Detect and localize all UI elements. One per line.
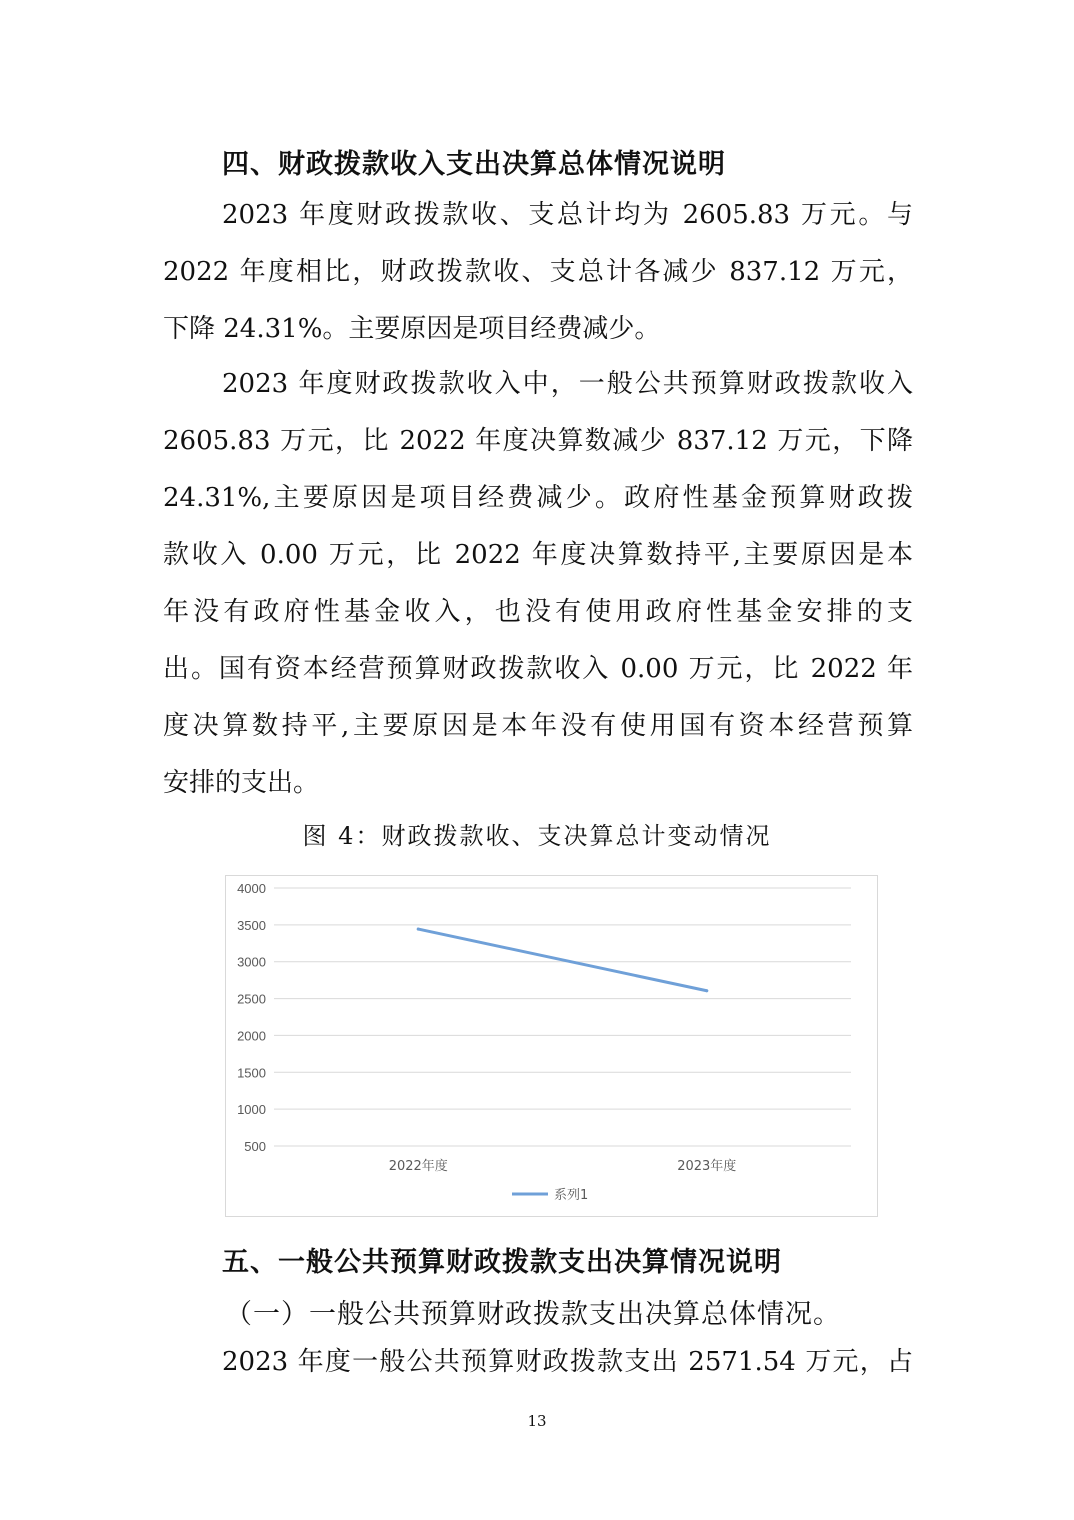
figure-caption: 图 4：财政拨款收、支决算总计变动情况 xyxy=(302,822,772,850)
text-line: 2023 年度财政拨款收入中，一般公共预算财政拨款收入 xyxy=(222,369,913,399)
y-tick-label: 2500 xyxy=(237,991,266,1007)
text-line: 度决算数持平,主要原因是本年没有使用国有资本经营预算 xyxy=(163,711,913,741)
x-tick-label: 2022年度 xyxy=(388,1159,448,1174)
section-4-heading: 四、财政拨款收入支出决算总体情况说明 xyxy=(222,149,726,180)
text-line: 安排的支出。 xyxy=(163,768,320,798)
y-tick-label: 500 xyxy=(244,1139,266,1154)
x-tick-label: 2023年度 xyxy=(677,1159,737,1174)
data-point xyxy=(705,989,708,992)
text-line: 款收入 0.00 万元，比 2022 年度决算数持平,主要原因是本 xyxy=(163,540,913,570)
legend-label: 系列1 xyxy=(554,1188,589,1203)
text-line: 年没有政府性基金收入，也没有使用政府性基金安排的支 xyxy=(163,597,913,627)
section-5-paragraph-1 xyxy=(163,1334,913,1391)
text-line: 下降 24.31%。主要原因是项目经费减少。 xyxy=(163,314,661,344)
y-tick-label: 4000 xyxy=(237,881,266,896)
line-chart xyxy=(225,875,878,1217)
y-tick-label: 2000 xyxy=(237,1028,266,1044)
section-4-paragraph-2 xyxy=(163,356,913,812)
y-tick-label: 1000 xyxy=(237,1102,266,1118)
text-line: 出。国有资本经营预算财政拨款收入 0.00 万元，比 2022 年 xyxy=(163,654,913,684)
y-tick-label: 1500 xyxy=(237,1065,266,1081)
section-5-heading: 五、一般公共预算财政拨款支出决算情况说明 xyxy=(222,1247,782,1278)
y-tick-label: 3000 xyxy=(237,954,266,970)
section-5-subheading: （一）一般公共预算财政拨款支出决算总体情况。 xyxy=(225,1299,841,1330)
text-line: 2023 年度财政拨款收、支总计均为 2605.83 万元。与 xyxy=(222,200,913,230)
text-line: 2605.83 万元，比 2022 年度决算数减少 837.12 万元，下降 xyxy=(163,426,913,456)
data-point xyxy=(417,928,420,931)
text-line: 2023 年度一般公共预算财政拨款支出 2571.54 万元，占 xyxy=(222,1347,913,1377)
y-tick-label: 3500 xyxy=(237,917,266,933)
section-4-paragraph-1 xyxy=(163,187,913,358)
series-line xyxy=(418,929,707,991)
text-line: 24.31%,主要原因是项目经费减少。政府性基金预算财政拨 xyxy=(163,483,913,513)
page-number: 13 xyxy=(527,1412,547,1430)
chart-canvas xyxy=(226,876,877,1216)
text-line: 2022 年度相比，财政拨款收、支总计各减少 837.12 万元， xyxy=(163,257,913,287)
